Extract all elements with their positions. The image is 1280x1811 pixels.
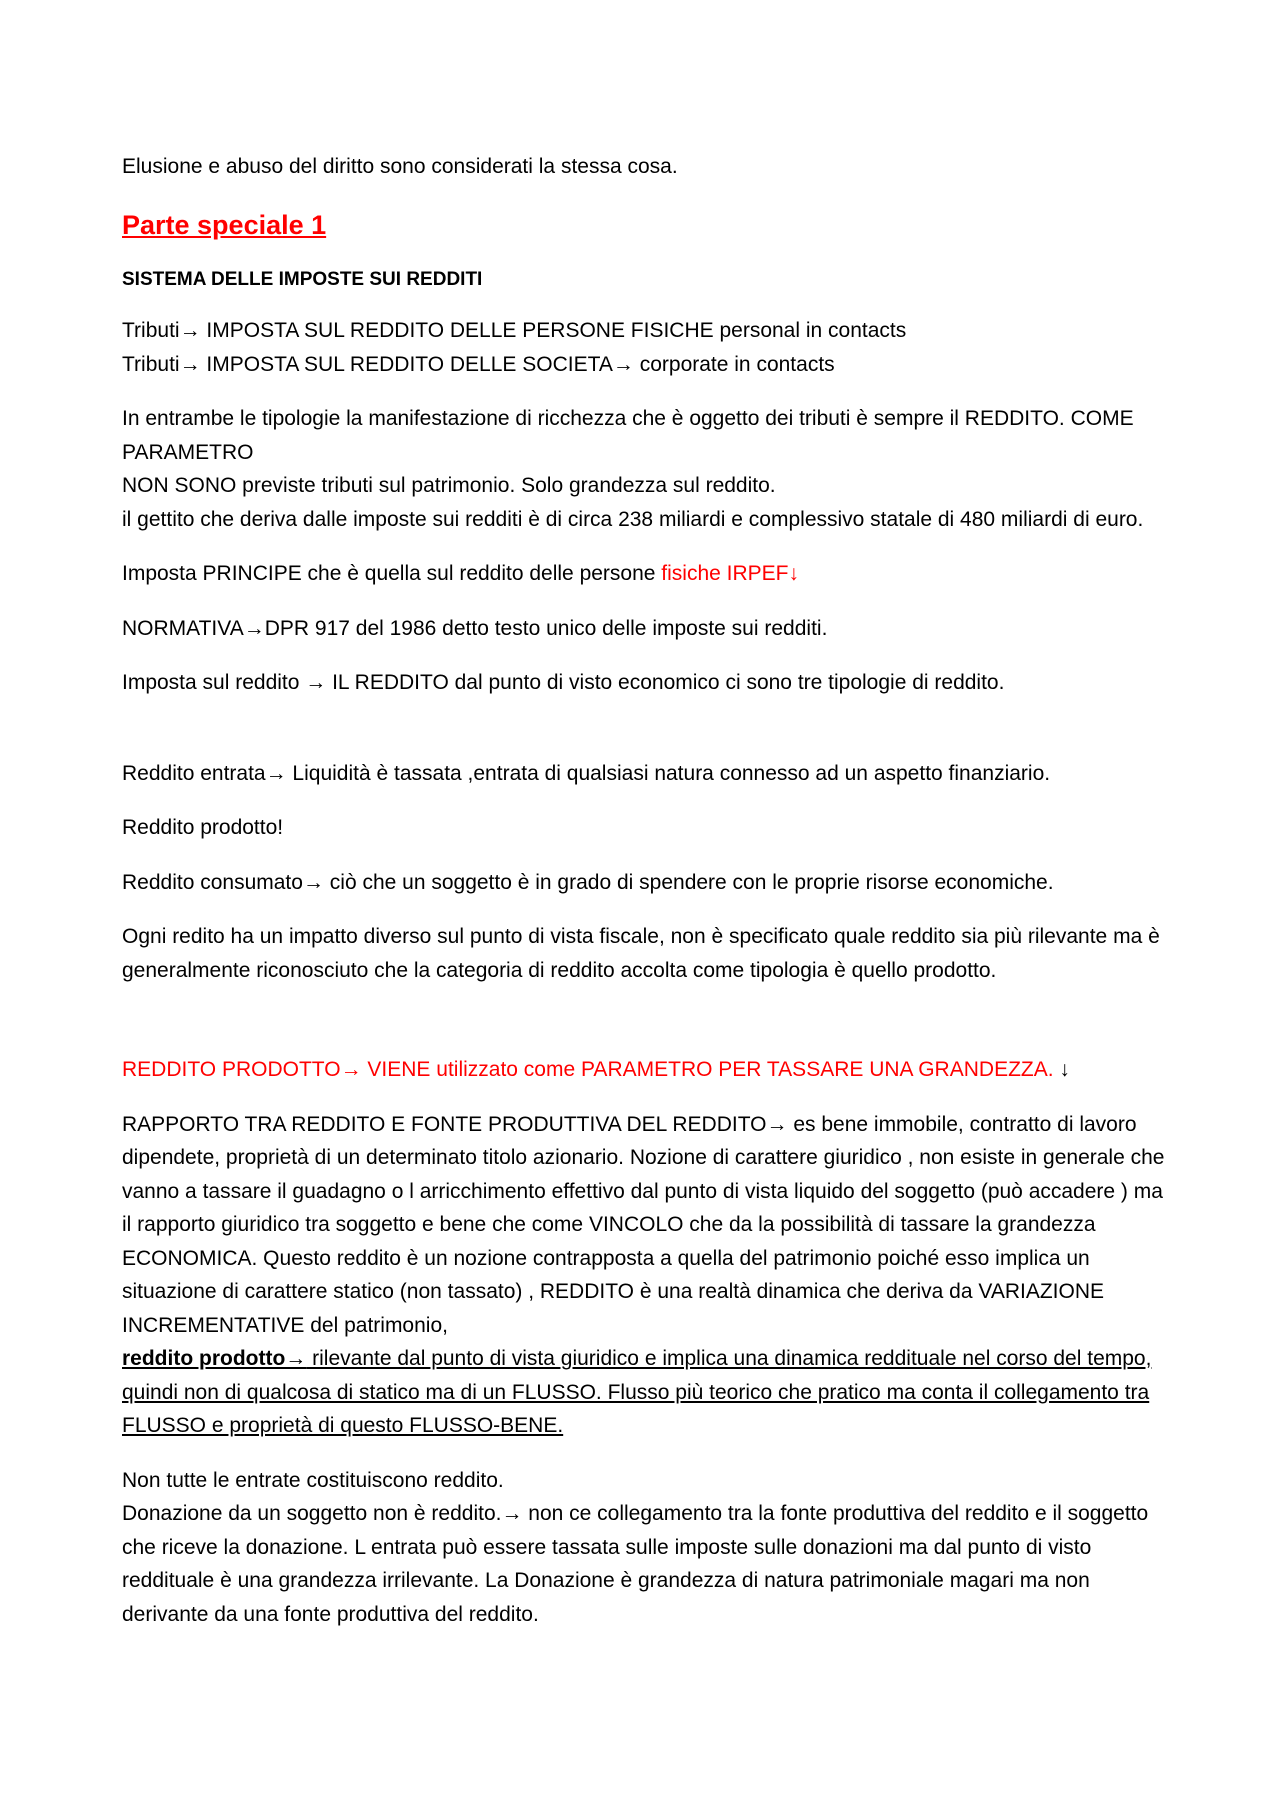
parametro-highlight: REDDITO PRODOTTO→ VIENE utilizzato come PARAMETRO PER TASSARE UNA GRANDEZZA. xyxy=(122,1058,1054,1081)
paragraph-parametro xyxy=(122,1053,1172,1087)
irpef-text: Imposta PRINCIPE che è quella sul reddito delle persone xyxy=(122,562,662,585)
tributi-line-2: Tributi→ IMPOSTA SUL REDDITO DELLE SOCIETA→ corporate in contacts xyxy=(122,352,835,376)
rapporto-underlined-block xyxy=(122,1342,1172,1443)
paragraph-normativa: NORMATIVA→DPR 917 del 1986 detto testo unico delle imposte sui redditi. xyxy=(122,616,828,640)
tipologie-line-2: NON SONO previste tributi sul patrimonio. Solo grandezza sul reddito. xyxy=(122,474,776,497)
document-page xyxy=(122,150,1172,1652)
reddito-prodotto-underlined: rilevante dal punto di vista giuridico e implica una dinamica reddituale nel corso del tempo, quindi non di qualcosa di statico ma di un FLUSSO. Flusso più teorico che pratico ma conta il collegamento tra FLUSSO e proprietà di questo FLUSSO-BENE. xyxy=(122,1347,1152,1437)
paragraph-ogni-redito: Ogni redito ha un impatto diverso sul punto di vista fiscale, non è specificato quale reddito sia più rilevante ma è generalmente riconosciuto che la categoria di reddito accolta come tipologia è quello prodotto. xyxy=(122,925,1160,982)
section-heading: Parte speciale 1 xyxy=(122,209,327,240)
irpef-highlight: fisiche IRPEF↓ xyxy=(661,562,799,585)
paragraph-tributi xyxy=(122,314,1172,381)
entrate-line-2: Donazione da un soggetto non è reddito.→ non ce collegamento tra la fonte produttiva del reddito e il soggetto che riceve la donazione. L entrata può essere tassata sulle imposte sulle donazioni ma dal punto di visto reddituale è una grandezza irrilevante. La Donazione è grandezza di natura patrimoniale magari ma non derivante da una fonte produttiva del reddito. xyxy=(122,1502,1149,1626)
down-arrow-icon: ↓ xyxy=(1053,1058,1070,1081)
tipologie-line-3: il gettito che deriva dalle imposte sui redditi è di circa 238 miliardi e complessivo statale di 480 miliardi di euro. xyxy=(122,507,1144,531)
reddito-prodotto-bold: reddito prodotto→ xyxy=(122,1347,307,1370)
tributi-line-1: Tributi→ IMPOSTA SUL REDDITO DELLE PERSONE FISICHE personal in contacts xyxy=(122,319,907,342)
entrate-line-1: Non tutte le entrate costituiscono reddito. xyxy=(122,1468,504,1492)
paragraph-reddito-prodotto: Reddito prodotto! xyxy=(122,816,284,839)
tipologie-line-1: In entrambe le tipologie la manifestazione di ricchezza che è oggetto dei tributi è sempre il REDDITO. COME PARAMETRO xyxy=(122,407,1134,464)
paragraph-entrate xyxy=(122,1464,1172,1632)
paragraph-elusione: Elusione e abuso del diritto sono considerati la stessa cosa. xyxy=(122,155,678,178)
paragraph-reddito-entrata: Reddito entrata→ Liquidità è tassata ,entrata di qualsiasi natura connesso ad un aspetto finanziario. xyxy=(122,761,1051,785)
paragraph-irpef xyxy=(122,557,1172,591)
paragraph-reddito-consumato: Reddito consumato→ ciò che un soggetto è in grado di spendere con le proprie risorse economiche. xyxy=(122,870,1054,894)
section-subheading: SISTEMA DELLE IMPOSTE SUI REDDITI xyxy=(122,268,483,290)
paragraph-imposta-reddito: Imposta sul reddito → IL REDDITO dal punto di visto economico ci sono tre tipologie di reddito. xyxy=(122,671,1005,694)
paragraph-tipologie xyxy=(122,402,1172,536)
paragraph-rapporto xyxy=(122,1108,1172,1443)
rapporto-text: RAPPORTO TRA REDDITO E FONTE PRODUTTIVA DEL REDDITO→ es bene immobile, contratto di lavoro dipendete, proprietà di un determinato titolo azionario. Nozione di carattere giuridico , non esiste in generale che vanno a tassare il guadagno o l arricchimento effettivo dal punto di vista liquido del soggetto (può accadere ) ma il rapporto giuridico tra soggetto e bene che come VINCOLO che da la possibilità di tassare la grandezza ECONOMICA. Questo reddito è un nozione contrapposta a quella del patrimonio poiché esso implica un situazione di carattere statico (non tassato) , REDDITO è una realtà dinamica che deriva da VARIAZIONE INCREMENTATIVE del patrimonio, xyxy=(122,1112,1165,1337)
